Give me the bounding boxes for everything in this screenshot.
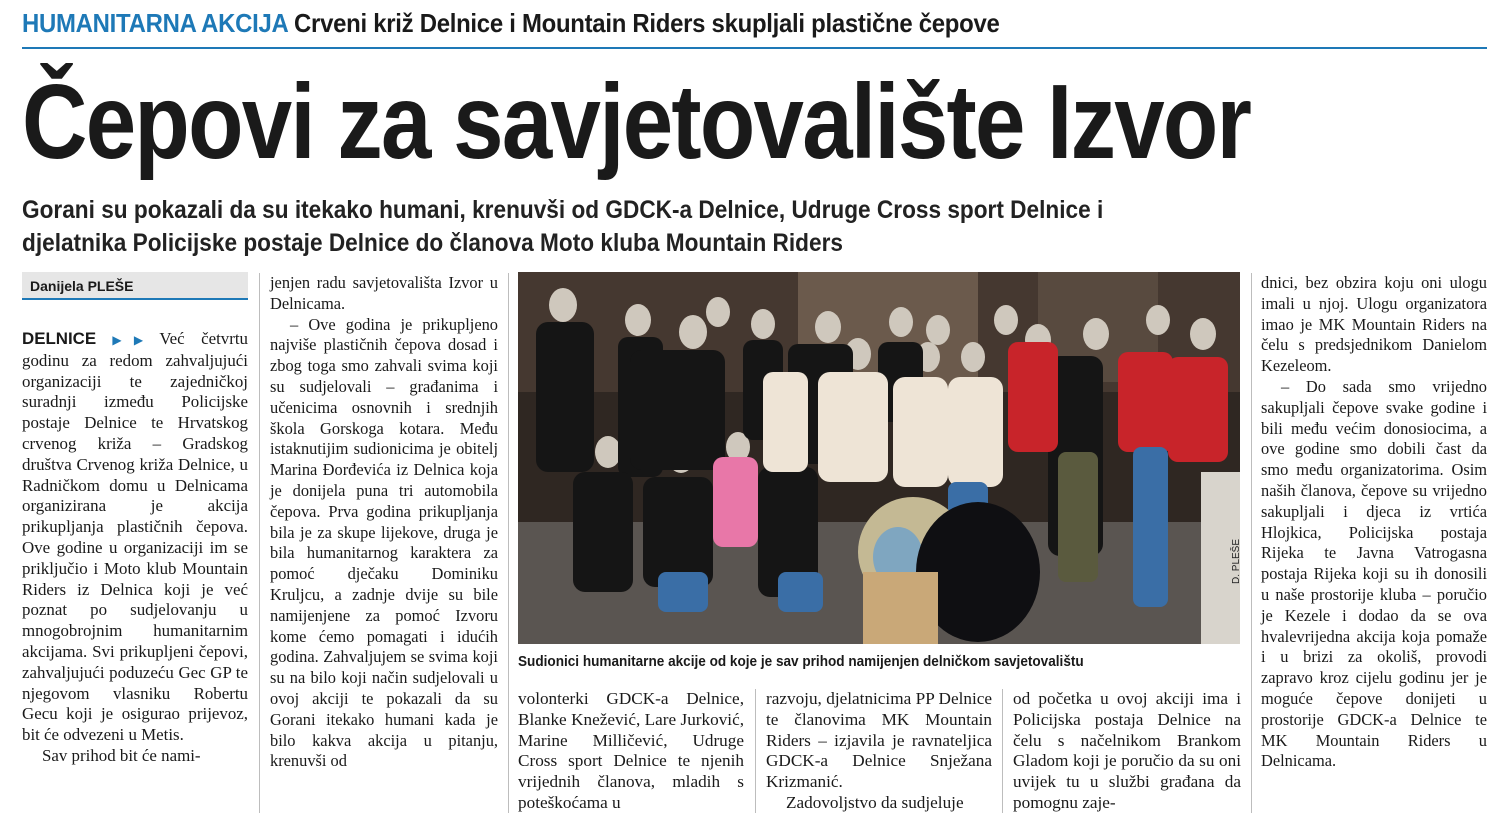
kicker-subtitle: Crveni križ Delnice i Mountain Riders skupljali plastične čepove — [294, 8, 1000, 38]
photo-caption: Sudionici humanitarne akcije od koje je sav prihod namijenjen delničkom savjetovalištu — [518, 654, 1084, 670]
top-divider — [22, 47, 1487, 49]
group-photo-image — [518, 272, 1240, 644]
photo-credit: D. PLEŠE — [1231, 538, 1242, 584]
column-rule — [259, 273, 260, 813]
article-column-4 — [766, 689, 992, 814]
col1-lead: Već četvrtu godinu za redom zahvaljujući organizaciji te zajedničkoj suradnji između Policijske postaje Delnice te Hrvatskog crvenog križa – Gradskog društva Crvenog križa Delnice, u Radničkom domu u Delnicama organizirana je akcija prikupljanja plastičnih čepova. Ove godine u organizaciji im se priključio i Moto klub Mountain Riders iz Delnica koji je već poznat po sudjelovanju u mnogobrojnim humanitarnim akcijama. Svi prikupljeni čepovi, zahvaljujući poduzeću Gec GP te njegovom vlasniku Robertu Gecu koji je osigurao prijevoz, bit će odvezeni u Metis. — [22, 329, 248, 745]
article-column-2 — [270, 273, 498, 772]
headline: Čepovi za savjetovalište Izvor — [22, 63, 1251, 181]
article-column-5 — [1013, 689, 1241, 814]
col1-paragraph-2: Sav prihod bit će nami- — [42, 745, 201, 765]
article-column-3 — [518, 689, 744, 814]
column-rule — [755, 689, 756, 813]
col6-paragraph-1: dnici, bez obzira koju oni ulogu imali u njoj. Ulogu organizatora imao je MK Mountain Riders na čelu s predsjednikom Danielom Kezeleom. — [1261, 273, 1487, 376]
col5-paragraph-1: od početka u ovoj akciji ima i Policijska postaja Delnice na čelu s načelnikom Brankom Gladom koji je poručio da su oni uvijek tu u službi građana da pomognu zaje- — [1013, 689, 1241, 812]
deck-line-1: Gorani su pokazali da su itekako humani, krenuvši od GDCK-a Delnice, Udruge Cross sport Delnice i — [22, 196, 1104, 224]
byline — [22, 272, 248, 300]
article-column-6 — [1261, 273, 1487, 772]
deck-line-2: djelatnika Policijske postaje Delnice do članova Moto kluba Mountain Riders — [22, 229, 843, 257]
col3-paragraph-1: volonterki GDCK-a Delnice, Blanke Knežević, Lare Jurković, Marine Milličević, Udruge Cross sport Delnice te njenih vrijednih članova, mladih s poteškoćama u — [518, 689, 744, 812]
col4-paragraph-2: Zadovoljstvo da sudjeluje — [786, 792, 964, 812]
col6-paragraph-2: – Do sada smo vrijedno sakupljali čepove svake godine i bili među većim donosiocima, a ove godine smo dobili čast da smo među organizatorima. Osim naših članova, čepove su vrijedno sakupljali i djeca iz vrtića Hlojkica, Policijska postaja Rijeka te Javna Vatrogasna postaja Rijeka koji su ih donosili u naše prostorije kluba – poručio je Kezele i dodao da se ova hvalevrijedna akcija koja pomaže i u brizi za okoliš, provodi zapravo kroz cijelu godinu jer je moguće čepove donijeti u prostorije GDCK-a Delnice te MK Mountain Riders u Delnicama. — [1261, 376, 1487, 771]
column-rule — [1251, 273, 1252, 813]
dateline-arrow-icon: ▶▶ — [100, 333, 156, 347]
dateline: DELNICE — [22, 329, 97, 348]
group-photo — [518, 272, 1240, 644]
column-rule — [508, 273, 509, 813]
col2-paragraph-1: jenjen radu savjetovališta Izvor u Delnicama. — [270, 273, 498, 313]
article-column-1 — [22, 329, 248, 767]
deck — [22, 194, 1492, 260]
col2-paragraph-2: – Ove godina je prikupljeno najviše plastičnih čepova dosad i zbog toga smo zahvali svima koji su sudjelovali – građanima i učenicima osnovnih i srednjih škola Gorskoga kotara. Među istaknutijim sudionicima je obitelj Marina Đorđevića iz Delnica koja je donijela puna tri automobila čepova. Prva godina prikupljanja bila je za skupe lijekove, druga je bila humanitarnog karaktera za pomoć dječaku Dominiku Kruljcu, a zadnje dvije su bile namijenjene za pomoć Izvoru kome ćemo pomagati i idućih godina. Zahvaljujem se svima koji su na bilo koji način sudjelovali u ovoj akciji te pokazali da su Gorani itekako humani kada je bilo kakva akcija u pitanju, krenuvši od — [270, 314, 498, 771]
kicker — [22, 8, 1374, 39]
section-label: HUMANITARNA AKCIJA — [22, 8, 288, 38]
col4-paragraph-1: razvoju, djelatnicima PP Delnice te članovima MK Mountain Riders – izjavila je ravnateljica GDCK-a Delnice Snježana Krizmanić. — [766, 689, 992, 792]
column-rule — [1002, 689, 1003, 813]
byline-author: Danijela PLEŠE — [30, 278, 134, 294]
